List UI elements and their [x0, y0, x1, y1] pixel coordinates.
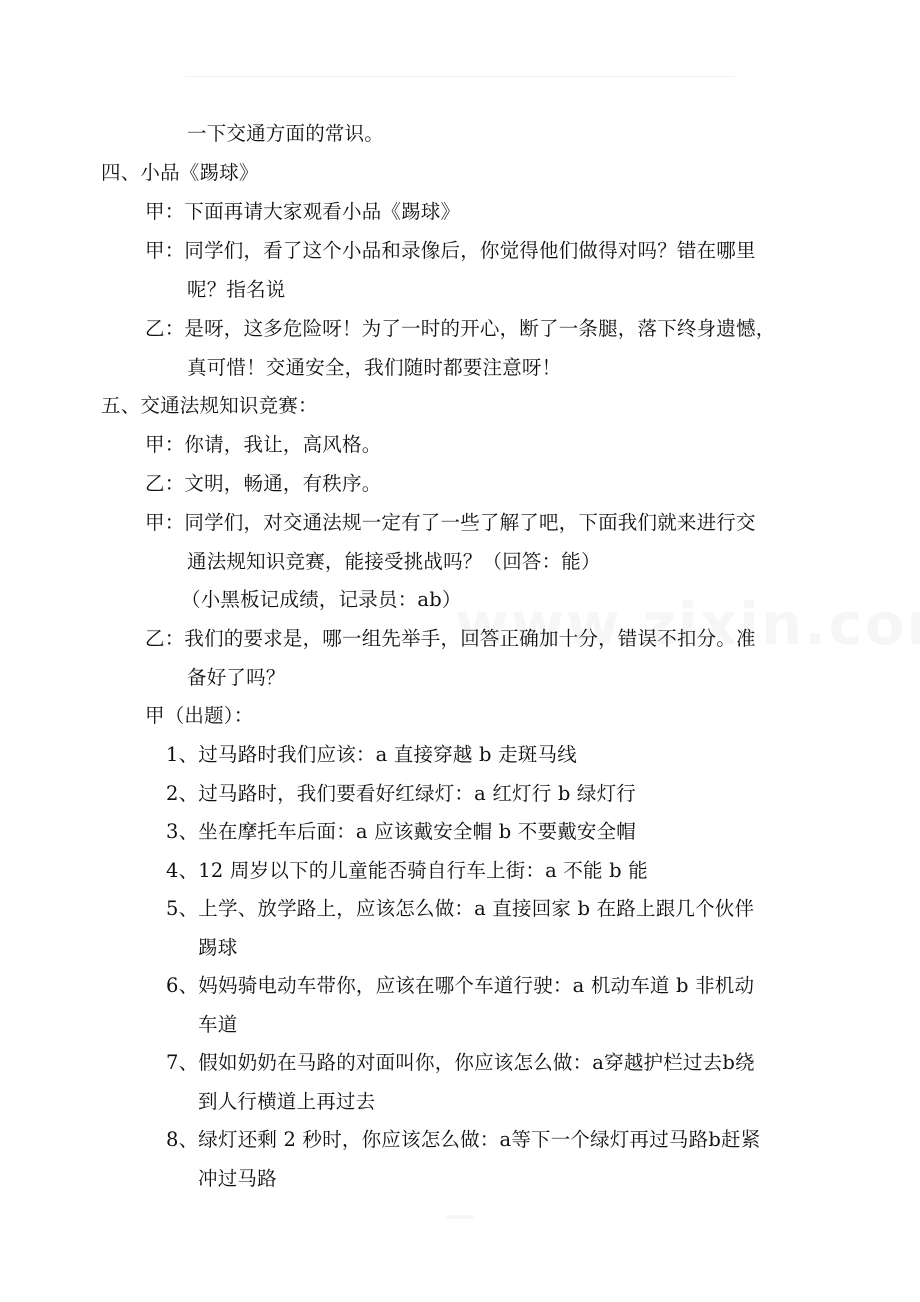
quiz-question-continuation: 冲过马路 — [198, 1167, 277, 1190]
dialogue-line: 甲：同学们，看了这个小品和录像后，你觉得他们做得对吗？错在哪里 — [145, 239, 756, 262]
footer-mark — [445, 1215, 475, 1219]
dialogue-continuation: 呢？指名说 — [187, 278, 286, 301]
quiz-question: 2、过马路时，我们要看好红绿灯：a 红灯行 b 绿灯行 — [166, 782, 637, 805]
dialogue-continuation: 备好了吗？ — [187, 666, 286, 689]
quiz-question-continuation: 车道 — [198, 1013, 238, 1036]
quiz-question: 5、上学、放学路上，应该怎么做：a 直接回家 b 在路上跟几个伙伴 — [166, 897, 755, 920]
dialogue-line: 乙：我们的要求是，哪一组先举手，回答正确加十分，错误不扣分。准 — [145, 627, 756, 650]
quiz-question: 6、妈妈骑电动车带你，应该在哪个车道行驶：a 机动车道 b 非机动 — [166, 974, 755, 997]
dialogue-line: 甲：同学们，对交通法规一定有了一些了解了吧，下面我们就来进行交 — [145, 511, 756, 534]
continuation-line: 一下交通方面的常识。 — [187, 122, 385, 145]
dialogue-line: 乙：是呀，这多危险呀！为了一时的开心，断了一条腿，落下终身遗憾， — [145, 317, 776, 340]
quiz-question: 3、坐在摩托车后面：a 应该戴安全帽 b 不要戴安全帽 — [166, 820, 637, 843]
stage-note: （小黑板记成绩，记录员：ab） — [181, 588, 462, 611]
quiz-question-continuation: 踢球 — [198, 936, 238, 959]
dialogue-continuation: 真可惜！交通安全，我们随时都要注意呀！ — [187, 356, 562, 379]
section-heading-skit: 四、小品《踢球》 — [101, 161, 259, 184]
quiz-question: 7、假如奶奶在马路的对面叫你，你应该怎么做：a穿越护栏过去b绕 — [166, 1051, 755, 1074]
quiz-question: 4、12 周岁以下的儿童能否骑自行车上街：a 不能 b 能 — [166, 859, 648, 882]
section-heading-quiz: 五、交通法规知识竞赛： — [101, 394, 318, 417]
dialogue-line: 乙：文明，畅通，有秩序。 — [145, 472, 382, 495]
quiz-question: 1、过马路时我们应该：a 直接穿越 b 走斑马线 — [166, 743, 577, 766]
dialogue-line: 甲（出题）： — [145, 704, 254, 727]
dialogue-continuation: 通法规知识竞赛，能接受挑战吗？（回答：能） — [187, 550, 601, 573]
dialogue-line: 甲：下面再请大家观看小品《踢球》 — [145, 200, 461, 223]
quiz-question: 8、绿灯还剩 2 秒时，你应该怎么做：a等下一个绿灯再过马路b赶紧 — [166, 1128, 761, 1151]
header-rule — [185, 76, 735, 77]
quiz-question-continuation: 到人行横道上再过去 — [198, 1090, 376, 1113]
dialogue-line: 甲：你请，我让，高风格。 — [145, 433, 382, 456]
